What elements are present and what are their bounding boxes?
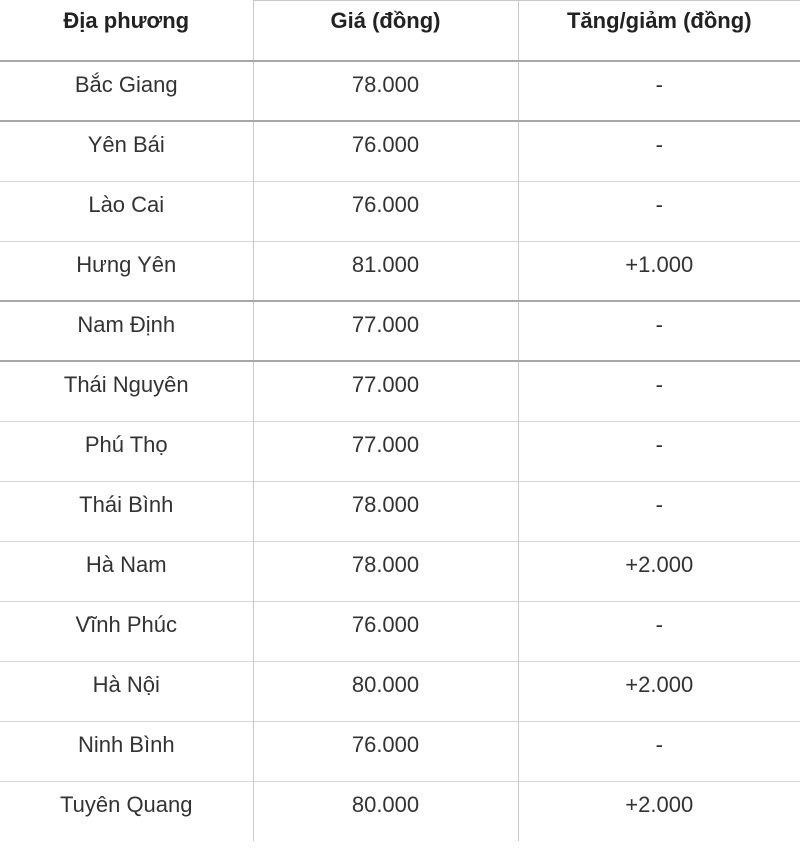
cell-change: - — [518, 121, 800, 181]
cell-change: +2.000 — [518, 781, 800, 841]
table-row — [0, 601, 800, 661]
cell-change: - — [518, 481, 800, 541]
table-row — [0, 421, 800, 481]
cell-location: Ninh Bình — [77, 731, 175, 757]
cell-change: - — [518, 601, 800, 661]
table-row — [0, 301, 800, 361]
cell-location: Thái Bình — [79, 491, 174, 517]
cell-price: 77.000 — [253, 361, 518, 421]
cell-change: - — [518, 181, 800, 241]
header-location: Địa phương — [63, 8, 190, 33]
cell-price: 76.000 — [253, 181, 518, 241]
cell-price: 78.000 — [253, 541, 518, 601]
cell-price: 81.000 — [253, 241, 518, 301]
table-body — [0, 61, 800, 841]
cell-location: Thái Nguyên — [63, 372, 189, 397]
cell-price: 80.000 — [253, 781, 518, 841]
cell-change: - — [518, 421, 800, 481]
table-row — [0, 721, 800, 781]
table-row — [0, 661, 800, 721]
cell-location: Phú Thọ — [84, 431, 168, 457]
cell-price: 76.000 — [253, 601, 518, 661]
cell-change: +2.000 — [518, 661, 800, 721]
cell-change: - — [518, 301, 800, 361]
cell-change: - — [518, 361, 800, 421]
cell-price: 76.000 — [253, 721, 518, 781]
cell-location: Nam Định — [77, 312, 176, 337]
table-row — [0, 241, 800, 301]
cell-location: Vĩnh Phúc — [75, 611, 177, 637]
cell-price: 77.000 — [253, 301, 518, 361]
cell-price: 78.000 — [253, 61, 518, 121]
header-price: Giá (đồng) — [253, 0, 518, 61]
cell-location: Bắc Giang — [74, 72, 178, 97]
cell-price: 77.000 — [253, 421, 518, 481]
cell-price: 76.000 — [253, 121, 518, 181]
cell-price: 80.000 — [253, 661, 518, 721]
cell-location: Hà Nội — [92, 671, 160, 697]
cell-change: - — [518, 721, 800, 781]
table-row — [0, 61, 800, 121]
cell-location: Yên Bái — [87, 132, 165, 157]
cell-change: +2.000 — [518, 541, 800, 601]
table-row — [0, 541, 800, 601]
header-row — [0, 0, 800, 61]
table-row — [0, 361, 800, 421]
header-change: Tăng/giảm (đồng) — [518, 0, 800, 61]
cell-price: 78.000 — [253, 481, 518, 541]
cell-change: - — [518, 61, 800, 121]
table-row — [0, 181, 800, 241]
cell-change: +1.000 — [518, 241, 800, 301]
cell-location: Lào Cai — [88, 191, 165, 217]
table-row — [0, 781, 800, 841]
cell-location: Hà Nam — [85, 551, 167, 577]
cell-location: Tuyên Quang — [60, 791, 193, 817]
cell-location: Hưng Yên — [76, 251, 177, 277]
table-row — [0, 481, 800, 541]
table-row — [0, 121, 800, 181]
